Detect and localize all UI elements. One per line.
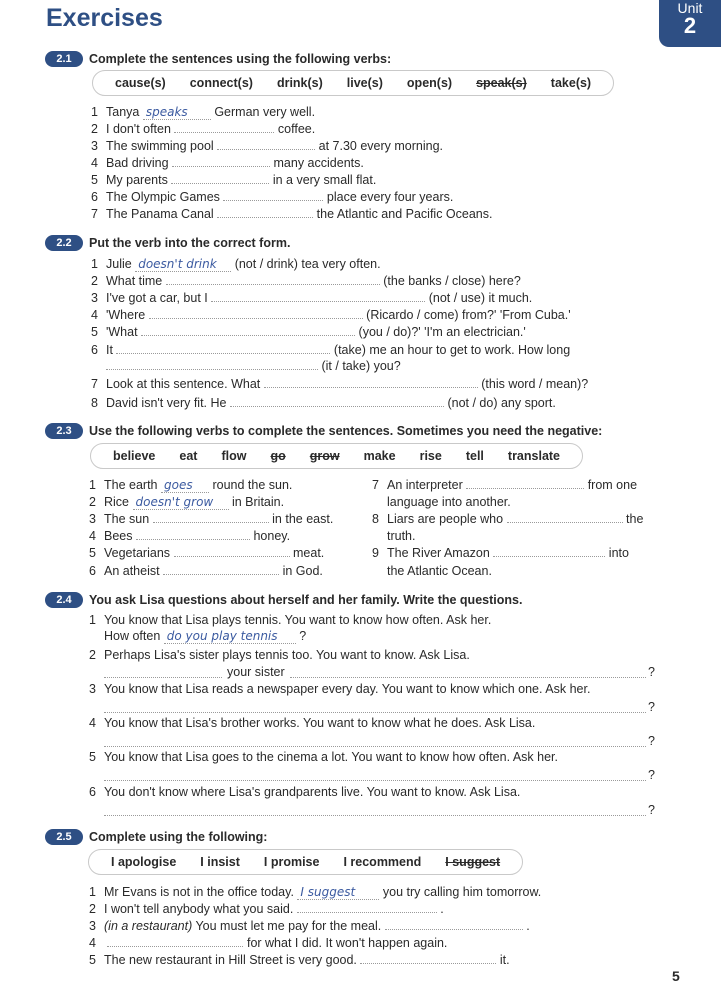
- answer-blank[interactable]: [116, 343, 330, 354]
- unit-number: 2: [683, 13, 697, 38]
- exercise-2-4-heading: [45, 592, 522, 608]
- word: cause(s): [115, 76, 166, 90]
- word-box-2-5: [88, 849, 523, 875]
- sentence-line: truth.: [387, 529, 416, 543]
- question-mark: ?: [648, 665, 655, 679]
- exercise-badge: 2.3: [45, 423, 83, 439]
- word: I recommend: [343, 855, 422, 869]
- word: open(s): [406, 76, 453, 90]
- answer-blank[interactable]: [107, 936, 243, 947]
- sentence-line: 7 The Panama Canal the Atlantic and Pacific Oceans.: [91, 207, 493, 221]
- exercise-instruction: You ask Lisa questions about herself and her family. Write the questions.: [89, 593, 523, 607]
- sentence-line: 2 I don't often coffee.: [91, 122, 316, 136]
- word-used: I suggest: [445, 855, 501, 869]
- answer-blank[interactable]: [104, 746, 646, 747]
- answer-blank[interactable]: [223, 190, 323, 201]
- answer-blank[interactable]: [104, 677, 222, 678]
- word: flow: [221, 449, 247, 463]
- word: drink(s): [276, 76, 323, 90]
- answer-blank[interactable]: [171, 173, 269, 184]
- example-answer-line: How often do you play tennis ?: [104, 629, 307, 643]
- answer-blank[interactable]: [385, 919, 523, 930]
- word: connect(s): [189, 76, 253, 90]
- answer-blank[interactable]: [360, 953, 496, 964]
- unit-label: Unit: [677, 0, 703, 16]
- sentence-line: language into another.: [387, 495, 511, 509]
- question-mark: ?: [648, 803, 655, 817]
- answer-blank[interactable]: [297, 902, 437, 913]
- unit-tab: [659, 0, 721, 47]
- sentence-line: 1 Julie doesn't drink (not / drink) tea very often.: [91, 257, 381, 271]
- answer-blank[interactable]: [230, 396, 444, 407]
- word: I promise: [263, 855, 320, 869]
- answer-blank[interactable]: [104, 780, 646, 781]
- sentence-line: 5 Vegetarians meat.: [89, 546, 325, 560]
- exercise-2-5-heading: [45, 829, 267, 845]
- sentence-line: 3 I've got a car, but I (not / use) it much.: [91, 291, 533, 305]
- word: translate: [507, 449, 561, 463]
- answer-blank[interactable]: [264, 377, 478, 388]
- sentence-line: 3 The sun in the east.: [89, 512, 334, 526]
- answer-blank[interactable]: [166, 274, 380, 285]
- sentence-line: 4 'Where (Ricardo / come) from?' 'From Cuba.': [91, 308, 571, 322]
- word: I apologise: [111, 855, 177, 869]
- word: live(s): [346, 76, 383, 90]
- question-mark: ?: [648, 768, 655, 782]
- answer-blank[interactable]: [466, 478, 584, 489]
- sentence-line: the Atlantic Ocean.: [387, 564, 492, 578]
- word: believe: [113, 449, 156, 463]
- question-mark: ?: [648, 734, 655, 748]
- exercise-badge: 2.4: [45, 592, 83, 608]
- sentence-line: 2 I won't tell anybody what you said. .: [89, 902, 444, 916]
- answer-blank[interactable]: [106, 359, 318, 370]
- word: take(s): [550, 76, 592, 90]
- answer-blank[interactable]: [104, 815, 646, 816]
- word-used: go: [270, 449, 286, 463]
- exercise-2-3-heading: [45, 423, 602, 439]
- answer-handwritten: doesn't drink: [135, 257, 231, 272]
- question-item: 1 You know that Lisa plays tennis. You want to know how often. Ask her.: [89, 613, 492, 627]
- exercise-instruction: Put the verb into the correct form.: [89, 236, 291, 250]
- exercise-2-1-heading: [45, 51, 391, 67]
- answer-blank[interactable]: [104, 712, 646, 713]
- sentence-line: 5 'What (you / do)?' 'I'm an electrician.': [91, 325, 526, 339]
- word: rise: [419, 449, 442, 463]
- exercise-badge: 2.1: [45, 51, 83, 67]
- word: tell: [465, 449, 484, 463]
- answer-blank[interactable]: [163, 564, 279, 575]
- sentence-line: 8 David isn't very fit. He (not / do) any sport.: [91, 396, 556, 410]
- sentence-line: 1 Tanya speaks German very well.: [91, 105, 316, 119]
- sentence-line: (it / take) you?: [106, 359, 401, 373]
- answer-handwritten: I suggest: [297, 885, 379, 900]
- page-number: 5: [672, 968, 680, 984]
- answer-blank[interactable]: [217, 207, 313, 218]
- sentence-line: 3 The swimming pool at 7.30 every morning.: [91, 139, 444, 153]
- answer-handwritten: do you play tennis: [164, 629, 296, 644]
- sentence-line: 1 The earth goes round the sun.: [89, 478, 293, 492]
- word: eat: [179, 449, 198, 463]
- exercise-2-2-heading: [45, 235, 290, 251]
- word-used: speak(s): [476, 76, 527, 90]
- sentence-line: 4 Bad driving many accidents.: [91, 156, 364, 170]
- answer-blank[interactable]: [217, 139, 315, 150]
- exercise-badge: 2.5: [45, 829, 83, 845]
- answer-blank[interactable]: [149, 308, 363, 319]
- question-item: 2 Perhaps Lisa's sister plays tennis too. You want to know. Ask Lisa.: [89, 648, 470, 662]
- answer-blank[interactable]: [211, 291, 425, 302]
- sentence-line: 1 Mr Evans is not in the office today. I suggest you try calling him tomorrow.: [89, 885, 542, 899]
- sentence-line: 9 The River Amazon into: [372, 546, 629, 560]
- exercise-instruction: Complete the sentences using the following verbs:: [89, 52, 392, 66]
- question-item: 5 You know that Lisa goes to the cinema a lot. You want to know how often. Ask her.: [89, 750, 559, 764]
- exercise-instruction: Complete using the following:: [89, 830, 268, 844]
- answer-handwritten: speaks: [143, 105, 211, 120]
- answer-blank[interactable]: [174, 546, 290, 557]
- sentence-line: 8 Liars are people who the: [372, 512, 644, 526]
- sentence-line: 4 Bees honey.: [89, 529, 291, 543]
- answer-blank[interactable]: [172, 156, 270, 167]
- answer-blank[interactable]: [507, 512, 623, 523]
- answer-blank[interactable]: [153, 512, 269, 523]
- sentence-line: 4 for what I did. It won't happen again.: [89, 936, 448, 950]
- sentence-line: 2 What time (the banks / close) here?: [91, 274, 521, 288]
- sentence-line: 7 Look at this sentence. What (this word / mean)?: [91, 377, 589, 391]
- word-box-2-3: [90, 443, 583, 469]
- sentence-line: 2 Rice doesn't grow in Britain.: [89, 495, 285, 509]
- sentence-line: 3 (in a restaurant) You must let me pay for the meal. .: [89, 919, 530, 933]
- answer-blank[interactable]: [136, 529, 250, 540]
- answer-blank[interactable]: [141, 325, 355, 336]
- sentence-line: 7 An interpreter from one: [372, 478, 638, 492]
- question-item: 4 You know that Lisa's brother works. You want to know what he does. Ask Lisa.: [89, 716, 536, 730]
- word-used: grow: [309, 449, 340, 463]
- word-box-2-1: [92, 70, 614, 96]
- page-title: Exercises: [46, 4, 163, 32]
- sister-label: your sister: [227, 665, 285, 679]
- answer-blank[interactable]: [174, 122, 274, 133]
- word: make: [363, 449, 396, 463]
- question-mark: ?: [648, 700, 655, 714]
- answer-handwritten: doesn't grow: [133, 495, 229, 510]
- sentence-line: 5 My parents in a very small flat.: [91, 173, 377, 187]
- word: I insist: [200, 855, 240, 869]
- question-item: 3 You know that Lisa reads a newspaper every day. You want to know which one. Ask her.: [89, 682, 591, 696]
- context-note: (in a restaurant): [104, 919, 193, 933]
- sentence-line: 6 It (take) me an hour to get to work. How long: [91, 343, 571, 357]
- exercise-instruction: Use the following verbs to complete the sentences. Sometimes you need the negative:: [89, 424, 603, 438]
- exercise-badge: 2.2: [45, 235, 83, 251]
- question-item: 6 You don't know where Lisa's grandparents live. You want to know. Ask Lisa.: [89, 785, 521, 799]
- answer-handwritten: goes: [161, 478, 209, 493]
- answer-blank[interactable]: [290, 677, 646, 678]
- sentence-line: 6 An atheist in God.: [89, 564, 323, 578]
- answer-blank[interactable]: [493, 546, 605, 557]
- sentence-line: 6 The Olympic Games place every four years.: [91, 190, 454, 204]
- sentence-line: 5 The new restaurant in Hill Street is very good. it.: [89, 953, 510, 967]
